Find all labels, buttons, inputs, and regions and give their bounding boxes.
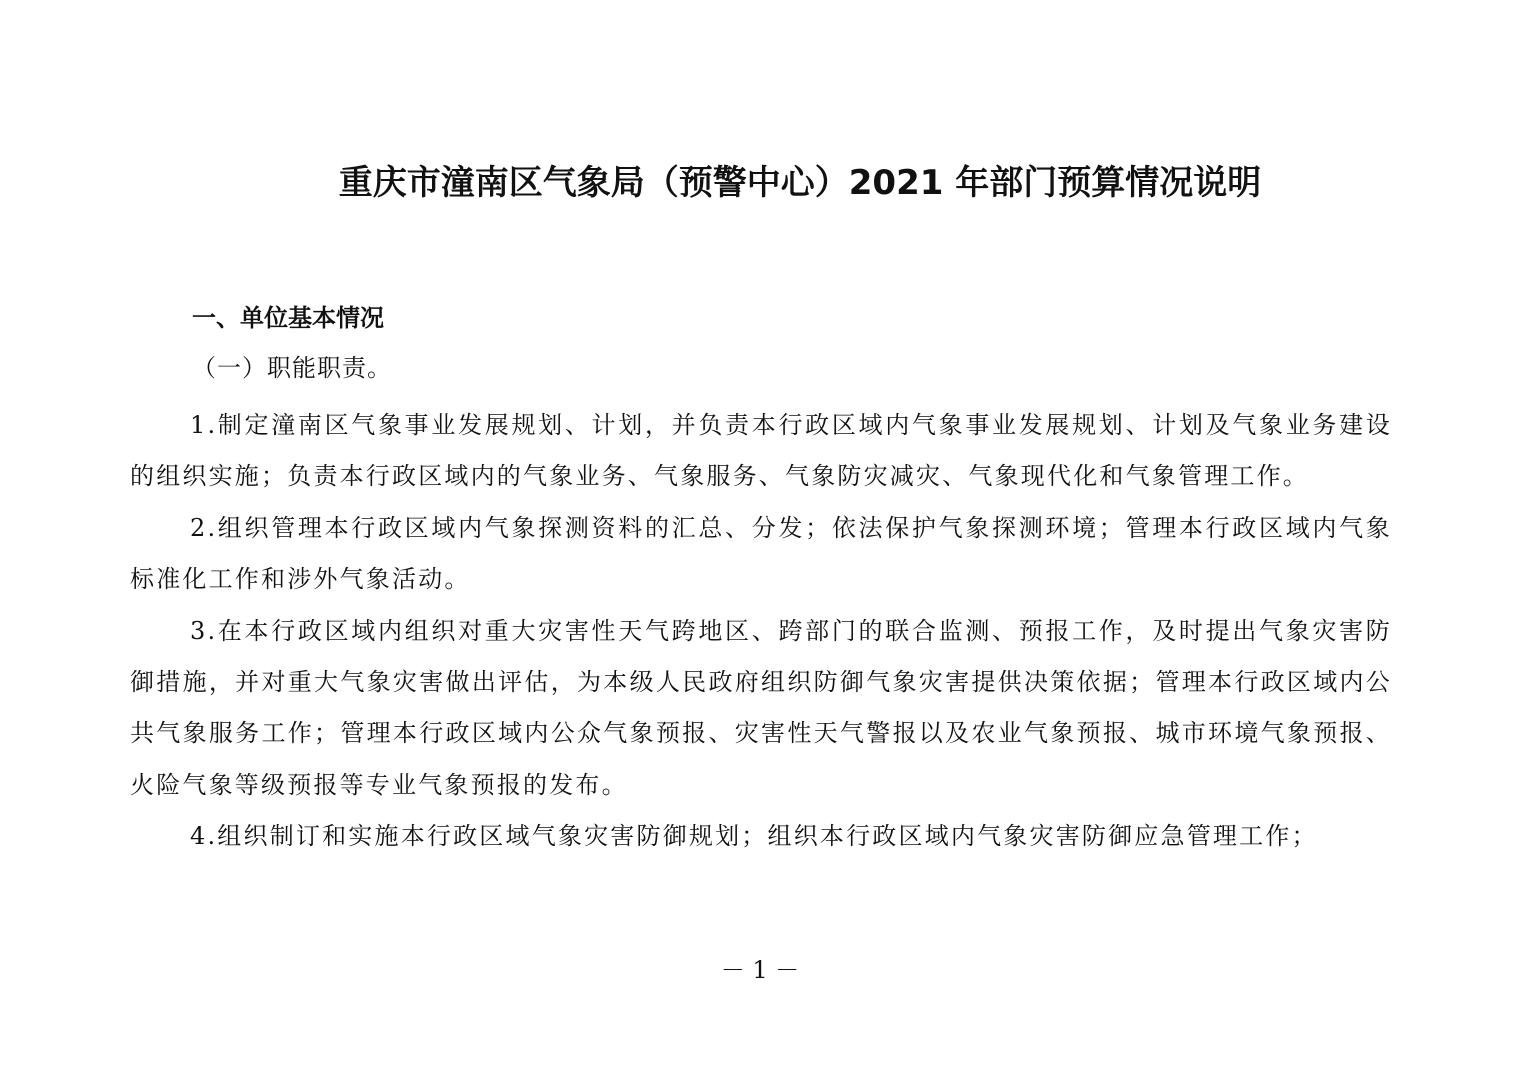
subsection-heading: （一）职能职责。 xyxy=(192,354,392,382)
section-heading: 一、单位基本情况 xyxy=(192,304,384,332)
page-number: － 1 － xyxy=(720,956,800,984)
document-title: 重庆市潼南区气象局（预警中心）2021 年部门预算情况说明 xyxy=(338,163,1262,203)
paragraph-3: 3.在本行政区域内组织对重大灾害性天气跨地区、跨部门的联合监测、预报工作，及时提出气象灾害防御措施，并对重大气象灾害做出评估，为本级人民政府组织防御气象灾害提供决策依据；管理本行政区域内公共气象服务工作；管理本行政区域内公众气象预报、灾害性天气警报以及农业气象预报、城市环境气象预报、火险气象等级预报等专业气象预报的发布。 xyxy=(130,616,1392,799)
body-text xyxy=(130,400,1392,863)
paragraph-4: 4.组织制订和实施本行政区域气象灾害防御规划；组织本行政区域内气象灾害防御应急管理工作； xyxy=(190,822,1318,851)
paragraph-1: 1.制定潼南区气象事业发展规划、计划，并负责本行政区域内气象事业发展规划、计划及气象业务建设的组织实施；负责本行政区域内的气象业务、气象服务、气象防灾减灾、气象现代化和气象管理工作。 xyxy=(130,411,1392,491)
paragraph-2: 2.组织管理本行政区域内气象探测资料的汇总、分发；依法保护气象探测环境；管理本行政区域内气象标准化工作和涉外气象活动。 xyxy=(130,513,1392,594)
